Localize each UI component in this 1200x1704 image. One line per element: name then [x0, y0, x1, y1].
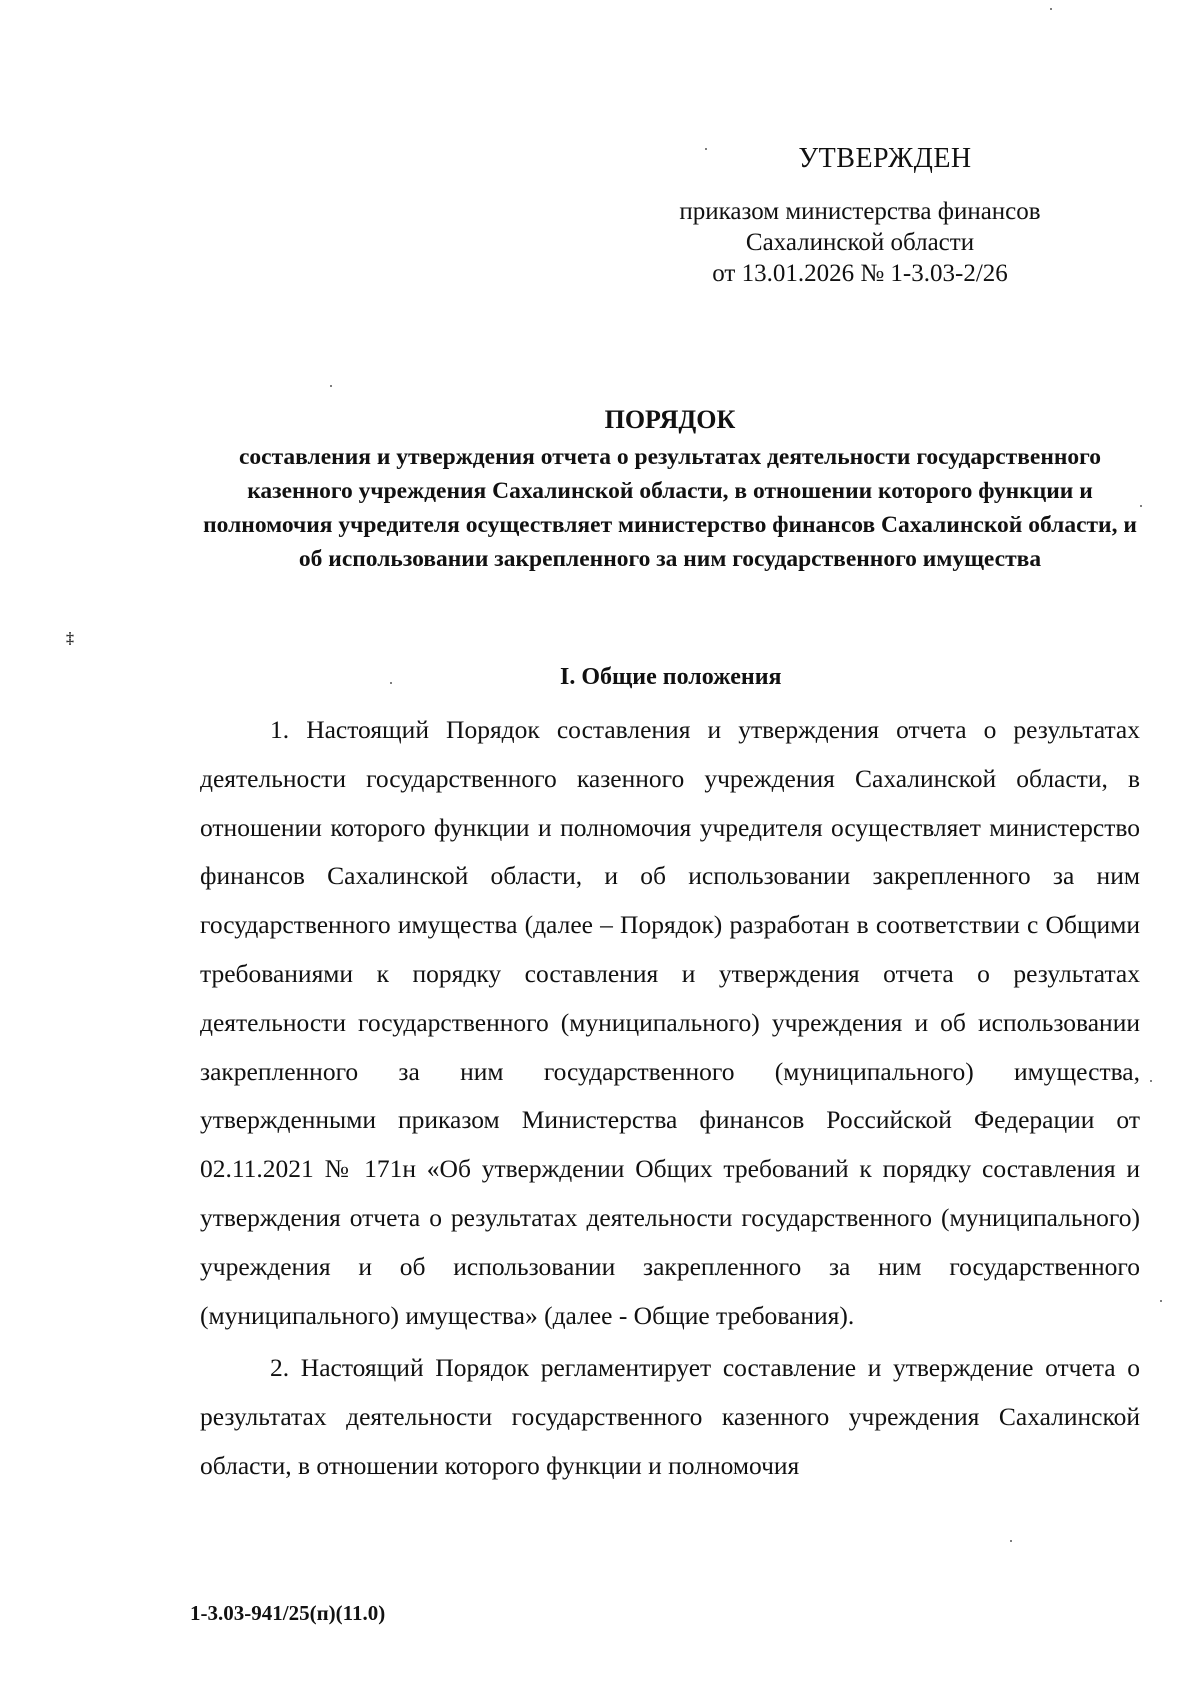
document-heading: ПОРЯДОК	[604, 405, 736, 434]
scan-speck	[1050, 8, 1052, 10]
approval-order-line: приказом министерства финансов	[679, 198, 1041, 225]
scan-speck	[1010, 1540, 1012, 1542]
document-title-block	[190, 402, 1150, 576]
approval-date-number: от 13.01.2026 № 1-3.03-2/26	[712, 260, 1008, 287]
approval-region-line: Сахалинской области	[745, 229, 975, 256]
approval-stamp	[640, 142, 1080, 289]
scan-speck	[330, 385, 332, 387]
paragraph-1: 1. Настоящий Порядок составления и утверждения отчета о результатах деятельности государственного казенного учреждения Сахалинской области, в отношении которого функции и полномочия учредителя осуществляет министерство финансов Сахалинской области, и об использовании закрепленного за ним государственного имущества (далее – Порядок) разработан в соответствии с Общими требованиями к порядку составления и утверждения отчета о результатах деятельности государственного (муниципального) учреждения и об использовании закрепленного за ним государственного (муниципального) имущества, утвержденными приказом Министерства финансов Российской Федерации от 02.11.2021 № 171н «Об утверждении Общих требований к порядку составления и утверждения отчета о результатах деятельности государственного (муниципального) учреждения и об использовании закрепленного за ним государственного (муниципального) имущества» (далее - Общие требования).	[200, 715, 1140, 1330]
paragraph-2: 2. Настоящий Порядок регламентирует составление и утверждение отчета о результатах деятельности государственного казенного учреждения Сахалинской области, в отношении которого функции и полномочия	[200, 1353, 1140, 1480]
scan-mark-icon: ‡	[66, 630, 74, 647]
scan-speck	[390, 682, 392, 684]
scan-speck	[1150, 1080, 1152, 1082]
scan-speck	[1140, 505, 1142, 507]
document-subtitle: составления и утверждения отчета о результатах деятельности государственного казенного учреждения Сахалинской области, в отношении которого функции и полномочия учредителя осуществляет министерство финансов Сахалинской области, и об использовании закрепленного за ним государственного имущества	[203, 444, 1137, 572]
section-heading: I. Общие положения	[560, 664, 782, 690]
section-body	[200, 706, 1140, 1491]
scan-speck	[705, 148, 707, 150]
approval-title: УТВЕРЖДЕН	[798, 143, 972, 174]
footer-document-code: 1-3.03-941/25(п)(11.0)	[190, 1601, 386, 1625]
scan-speck	[1160, 1300, 1162, 1302]
